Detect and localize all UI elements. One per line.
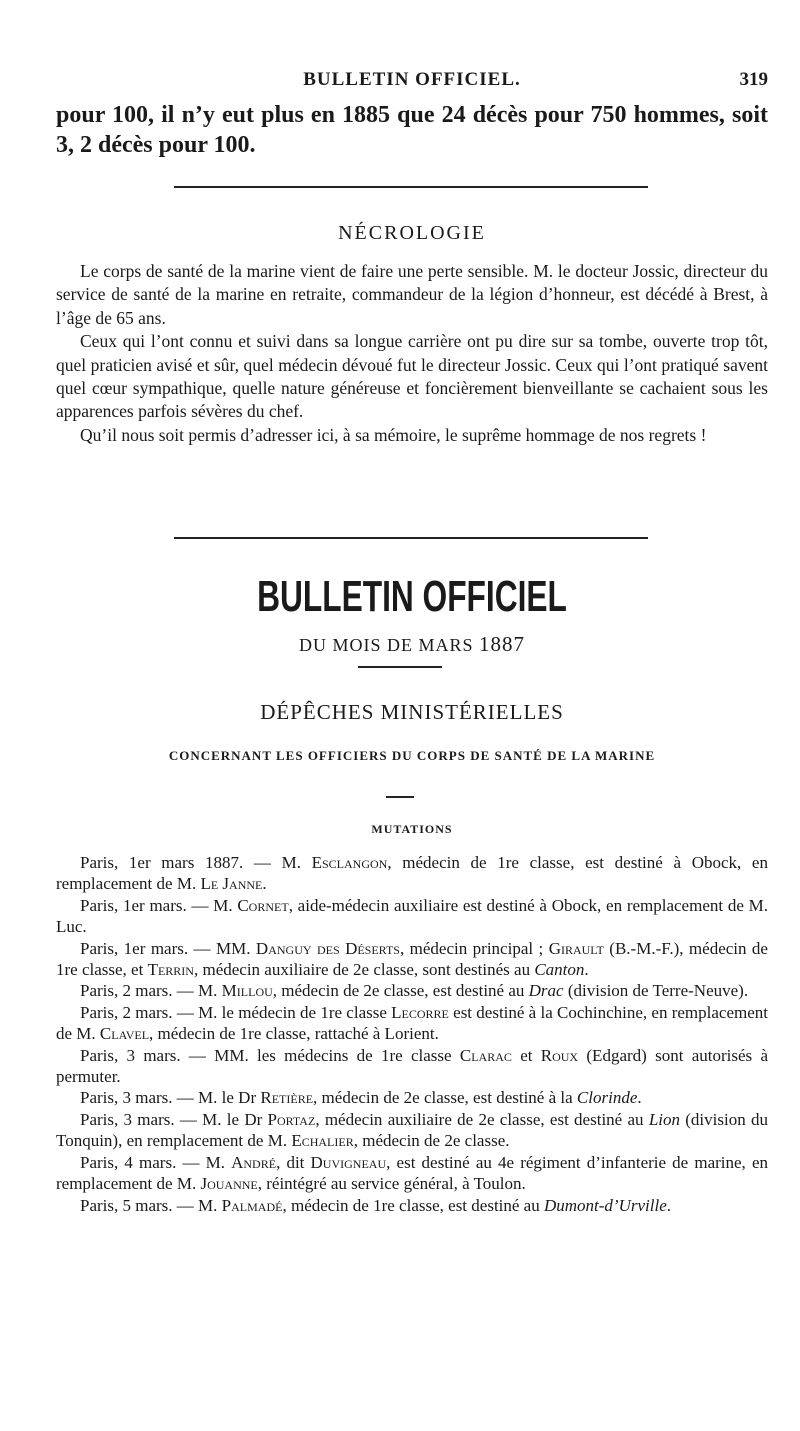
mutation-date: Paris, 2 mars.	[80, 1002, 173, 1022]
mutation-date: Paris, 4 mars.	[80, 1152, 177, 1172]
officer-name: Portaz	[267, 1109, 316, 1129]
officer-name: Millou	[221, 981, 273, 1001]
mutation-text: , médecin de 1re classe, est destiné au	[282, 1195, 544, 1215]
officer-name: Roux	[540, 1045, 579, 1065]
mutation-text: .	[637, 1088, 642, 1108]
officer-name: Clarac	[459, 1045, 512, 1065]
mutation-text: (division du Tonquin), en remplacement de M.	[56, 1109, 768, 1151]
mutation-entry	[56, 938, 768, 981]
mutation-date: Paris, 3 mars.	[80, 1109, 175, 1129]
section-divider	[358, 666, 442, 668]
necrologie-heading: NÉCROLOGIE	[338, 222, 486, 244]
mutation-text: — M.	[172, 1195, 222, 1215]
mutation-text: (Edgard) sont autorisés à permuter.	[56, 1045, 769, 1087]
depeches-subheading: CONCERNANT LES OFFICIERS DU CORPS DE SANTÉ DE LA MARINE	[168, 748, 656, 763]
mutation-text: , est destiné au 4e régiment d’infanterie de marine, en remplacement de M.	[56, 1152, 768, 1194]
mutations-list	[56, 852, 768, 1216]
mutation-date: Paris, 1er mars.	[80, 938, 189, 958]
depeches-heading: DÉPÊCHES MINISTÉRIELLES	[260, 700, 564, 724]
mutation-text: , médecin auxiliaire de 2e classe, sont destinés au	[193, 960, 535, 980]
mutation-entry	[56, 1087, 768, 1108]
mutation-text: .	[584, 960, 589, 980]
page-number: 319	[739, 69, 768, 90]
mutation-text: (B.-M.-F.), médecin de 1re classe, et	[56, 938, 768, 980]
mutation-entry	[56, 1195, 768, 1216]
mutation-text: , médecin de 2e classe, est destiné à la	[313, 1088, 577, 1108]
mutation-text: , médecin de 1re classe, est destiné à Obock, en remplacement de M.	[56, 853, 768, 894]
mutation-entry	[56, 1109, 768, 1152]
mutation-date: Paris, 5 mars.	[80, 1195, 173, 1215]
mutation-text: et	[511, 1045, 541, 1065]
mutation-text: — M. le Dr	[174, 1109, 268, 1129]
mutation-date: Paris, 1er mars.	[80, 895, 187, 915]
officer-name: Palmadé	[221, 1195, 283, 1215]
necrologie-paragraph: Qu’il nous soit permis d’adresser ici, à sa mémoire, le suprême hommage de nos regrets !	[80, 424, 707, 445]
running-title: BULLETIN OFFICIEL.	[303, 69, 521, 90]
mutation-text: — M.	[186, 895, 238, 915]
mutation-entry	[56, 895, 768, 938]
lead-paragraph: pour 100, il n’y eut plus en 1885 que 24 décès pour 750 hommes, soit 3, 2 décès pour 100.	[56, 102, 768, 158]
officer-name: Esclangon	[311, 853, 388, 872]
mutation-text: est destiné à la Cochinchine, en remplacement de M.	[56, 1002, 769, 1044]
mutation-entry	[56, 852, 768, 895]
mutation-entry	[56, 1045, 768, 1088]
mutation-text: — MM. les médecins de 1re classe	[180, 1045, 460, 1065]
mutation-text: (division de Terre-Neuve).	[563, 981, 749, 1001]
mutation-text: — M. le Dr	[172, 1088, 261, 1108]
ship-name: Lion	[648, 1109, 680, 1129]
section-divider	[174, 186, 648, 188]
ship-name: Canton	[534, 960, 585, 980]
officer-name: Danguy des Déserts	[255, 938, 400, 958]
mutation-date: Paris, 3 mars.	[80, 1088, 173, 1108]
page-header	[56, 66, 768, 94]
mutation-text: , médecin de 2e classe, est destiné au	[272, 981, 529, 1001]
mutation-text: , dit	[276, 1152, 311, 1172]
mutation-date: Paris, 3 mars.	[80, 1045, 181, 1065]
ship-name: Clorinde	[576, 1088, 638, 1108]
mutation-date: Paris, 1er mars 1887.	[80, 853, 244, 872]
mutation-text: — M.	[172, 981, 222, 1001]
officer-name: Jouanne	[200, 1174, 258, 1194]
mutation-date: Paris, 2 mars.	[80, 981, 173, 1001]
ship-name: Drac	[528, 981, 564, 1001]
mutation-entry	[56, 1002, 768, 1045]
officer-name: Girault	[548, 938, 604, 958]
mutation-text: — MM.	[188, 938, 256, 958]
mutation-text: , médecin auxiliaire de 2e classe, est destiné au	[315, 1109, 649, 1129]
mutations-heading: MUTATIONS	[371, 822, 453, 836]
officer-name: Le Janne	[200, 874, 263, 894]
officer-name: Clavel	[99, 1024, 150, 1044]
section-divider	[386, 796, 414, 798]
mutation-text: , aide-médecin auxiliaire est destiné à Obock, en remplacement de M. Luc.	[56, 895, 768, 937]
mutation-text: .	[262, 874, 267, 894]
mutation-entry	[56, 1152, 768, 1195]
subtitle-prefix: DU MOIS DE MARS	[298, 635, 474, 655]
mutation-text: — M.	[176, 1152, 232, 1172]
section-divider	[174, 537, 648, 539]
bulletin-subtitle	[56, 632, 768, 657]
mutation-text: , médecin de 2e classe.	[353, 1131, 510, 1151]
necrologie-paragraph: Le corps de santé de la marine vient de faire une perte sensible. M. le docteur Jossic, directeur du service de santé de la marine en retraite, commandeur de la légion d’honneur, est décédé à Brest, à l’âge de 65 ans.	[56, 261, 768, 328]
officer-name: Terrin	[147, 960, 194, 980]
mutation-text: — M. le médecin de 1re classe	[172, 1002, 392, 1022]
officer-name: Echalier	[291, 1131, 354, 1151]
officer-name: Cornet	[237, 895, 289, 915]
officer-name: Retière	[260, 1088, 314, 1108]
ship-name: Dumont-d’Urville	[543, 1195, 667, 1215]
necrologie-body	[56, 260, 768, 447]
mutation-text: .	[666, 1195, 671, 1215]
subtitle-year: 1887	[479, 632, 526, 656]
mutation-text: , médecin principal ;	[399, 938, 549, 958]
mutation-text: , réintégré au service général, à Toulon.	[257, 1174, 526, 1194]
officer-name: André	[231, 1152, 277, 1172]
officer-name: Lecorre	[391, 1002, 449, 1022]
officer-name: Duvigneau	[310, 1152, 387, 1172]
mutation-text: — M.	[243, 853, 312, 872]
mutation-text: , médecin de 1re classe, rattaché à Lorient.	[149, 1024, 439, 1044]
mutation-entry	[56, 980, 768, 1001]
bulletin-title: BULLETIN OFFICIEL	[257, 572, 567, 621]
necrologie-paragraph: Ceux qui l’ont connu et suivi dans sa longue carrière ont pu dire sur sa tombe, ouverte trop tôt, quel praticien avisé et sûr, quel médecin dévoué fut le directeur Jossic. Ceux qui l’ont pratiqué savent quel cœur sympathique, quelle nature généreuse et foncièrement bienveillante se cachaient sous les apparences parfois sévères du chef.	[56, 331, 768, 422]
